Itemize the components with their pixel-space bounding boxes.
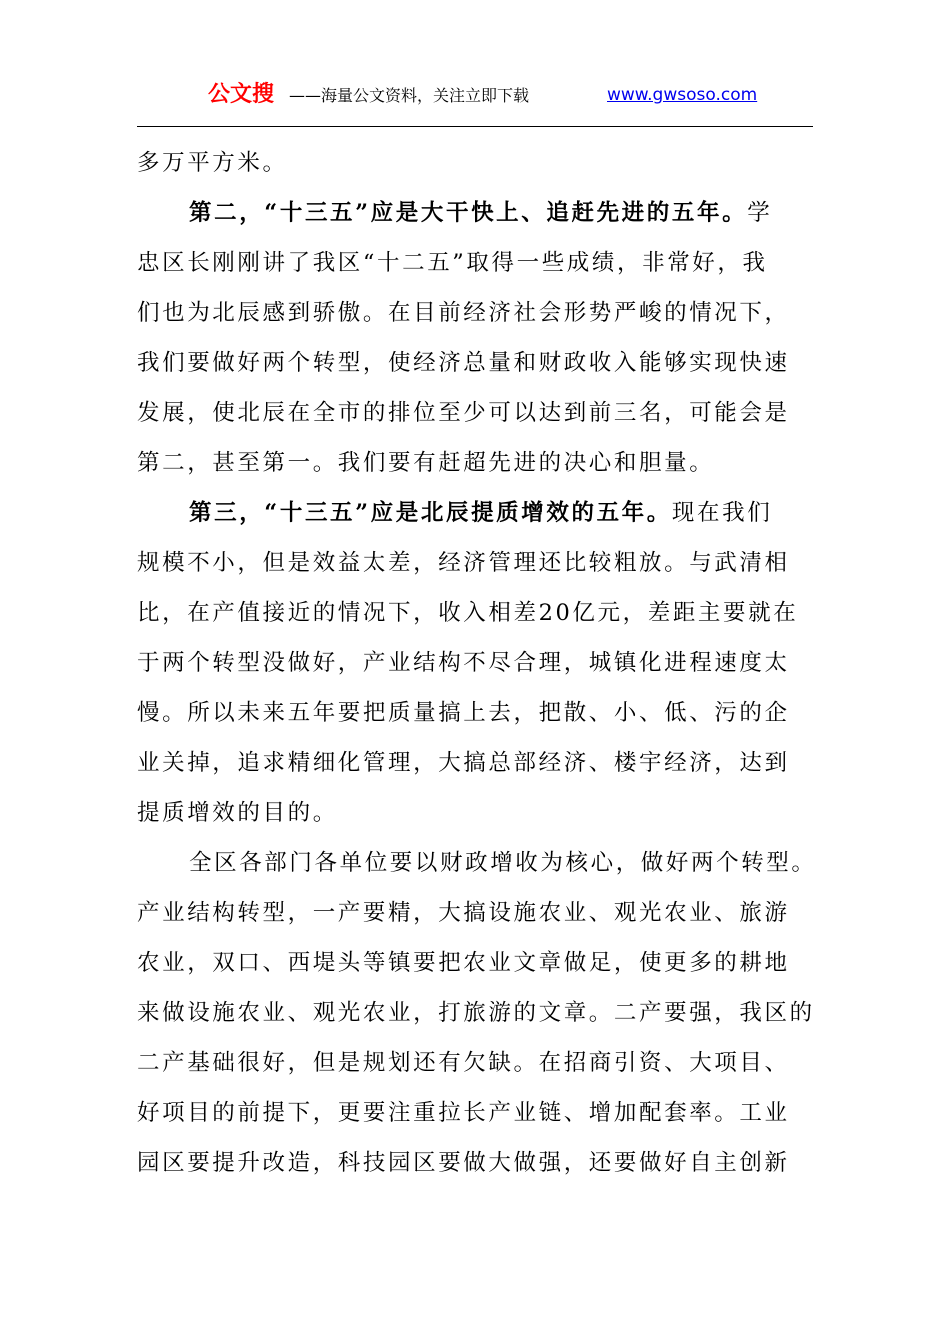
text-line: 发展，使北辰在全市的排位至少可以达到前三名，可能会是	[137, 400, 790, 426]
site-link[interactable]: www.gwsoso.com	[607, 85, 758, 105]
text-line: 产业结构转型，一产要精，大搞设施农业、观光农业、旅游	[137, 900, 790, 926]
text-line: 们也为北辰感到骄傲。在目前经济社会形势严峻的情况下，	[137, 300, 790, 326]
text-line: 好项目的前提下，更要注重拉长产业链、增加配套率。工业	[137, 1100, 790, 1126]
text-line: 全区各部门各单位要以财政增收为核心，做好两个转型。	[189, 850, 817, 876]
text-line: 多万平方米。	[137, 150, 288, 176]
text-line: 忠区长刚刚讲了我区“十二五”取得一些成绩，非常好，我	[137, 250, 768, 276]
page-header	[137, 80, 813, 112]
header-tagline: ——海量公文资料，关注立即下载	[289, 86, 530, 105]
text-line: 慢。所以未来五年要把质量搞上去，把散、小、低、污的企	[137, 700, 790, 726]
heading-line: 第二，“十三五”应是大干快上、追赶先进的五年。学	[189, 200, 773, 226]
text-line: 第二，甚至第一。我们要有赶超先进的决心和胆量。	[137, 450, 715, 476]
heading-line: 第三，“十三五”应是北辰提质增效的五年。现在我们	[189, 500, 773, 526]
text-line: 园区要提升改造，科技园区要做大做强，还要做好自主创新	[137, 1150, 790, 1176]
text-line: 来做设施农业、观光农业，打旅游的文章。二产要强，我区的	[137, 1000, 815, 1026]
text-line: 业关掉，追求精细化管理，大搞总部经济、楼宇经济，达到	[137, 750, 790, 776]
header-divider	[137, 126, 813, 127]
text-line: 我们要做好两个转型，使经济总量和财政收入能够实现快速	[137, 350, 790, 376]
text-line: 提质增效的目的。	[137, 800, 338, 826]
brand-logo-text: 公文搜	[208, 82, 275, 107]
text-line: 二产基础很好，但是规划还有欠缺。在招商引资、大项目、	[137, 1050, 790, 1076]
text-line: 规模不小，但是效益太差，经济管理还比较粗放。与武清相	[137, 550, 790, 576]
text-line: 农业，双口、西堤头等镇要把农业文章做足，使更多的耕地	[137, 950, 790, 976]
text-line: 比，在产值接近的情况下，收入相差20亿元，差距主要就在	[137, 600, 799, 626]
text-line: 于两个转型没做好，产业结构不尽合理，城镇化进程速度太	[137, 650, 790, 676]
